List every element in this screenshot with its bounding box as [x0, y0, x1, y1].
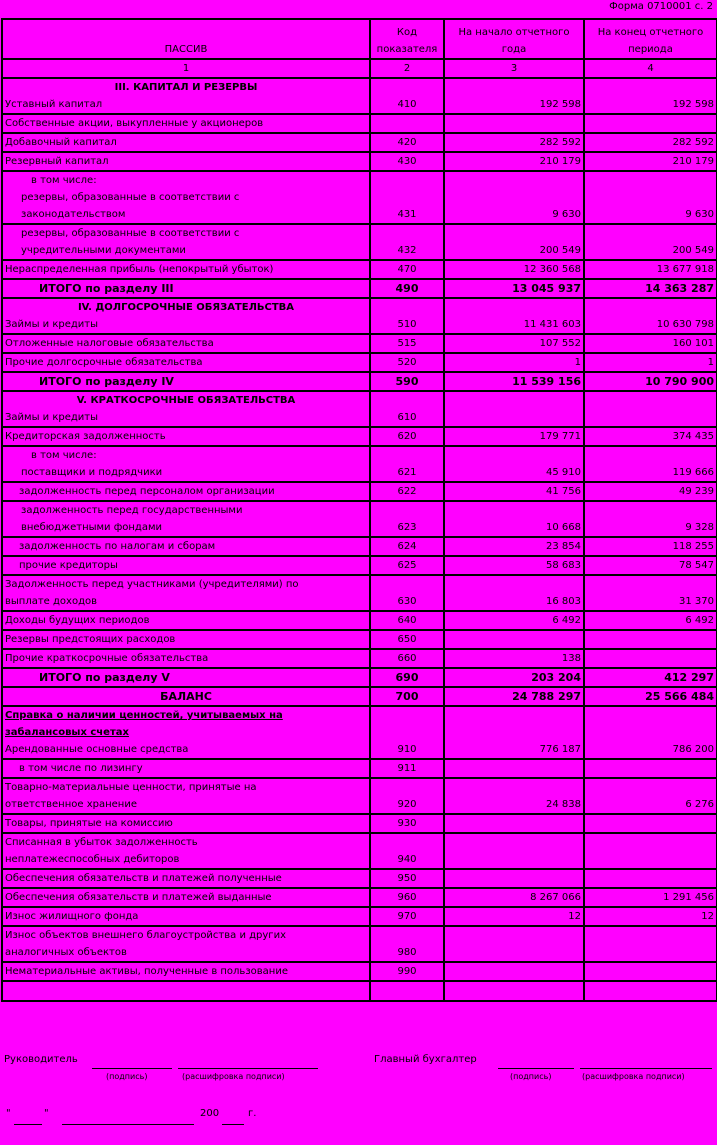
- row-name: [2, 926, 370, 962]
- value-end: [584, 759, 717, 778]
- table-row: [2, 706, 717, 759]
- table-row: [2, 833, 717, 869]
- section-title-text: III. КАПИТАЛ И РЕЗЕРВЫ: [114, 82, 258, 93]
- table-row: [2, 482, 717, 501]
- value-start: 9 630: [444, 171, 584, 224]
- section-title: [2, 391, 370, 427]
- row-code: 410: [370, 78, 444, 114]
- row-name: задолженность перед персоналом организации: [2, 482, 370, 501]
- value-end: 192 598: [584, 78, 717, 114]
- value-start: 200 549: [444, 224, 584, 260]
- row-code: 520: [370, 353, 444, 372]
- row-name-line: законодательством: [21, 209, 126, 220]
- head-label: Руководитель: [4, 1054, 78, 1065]
- row-name: [2, 446, 370, 482]
- date-close-quote: ": [44, 1108, 49, 1119]
- row-name-line: задолженность перед государственными: [21, 505, 243, 516]
- value-start: 11 539 156: [444, 372, 584, 391]
- row-code: 515: [370, 334, 444, 353]
- table-row: [2, 649, 717, 668]
- signature-caption: (подпись): [106, 1072, 148, 1081]
- row-code: 960: [370, 888, 444, 907]
- row-name: задолженность по налогам и сборам: [2, 537, 370, 556]
- row-name: ИТОГО по разделу V: [2, 668, 370, 687]
- year-suffix: г.: [248, 1108, 257, 1119]
- table-row: [2, 78, 717, 114]
- table-row: [2, 907, 717, 926]
- header-start-year: На начало отчетного года: [444, 19, 584, 59]
- row-code: 950: [370, 869, 444, 888]
- table-row: [2, 224, 717, 260]
- value-start: 58 683: [444, 556, 584, 575]
- row-name: [2, 575, 370, 611]
- table-row: [2, 260, 717, 279]
- signature-caption: (подпись): [510, 1072, 552, 1081]
- value-end: 786 200: [584, 706, 717, 759]
- head-signature-line[interactable]: [92, 1068, 172, 1069]
- value-end: [584, 869, 717, 888]
- value-end: 9 630: [584, 171, 717, 224]
- total-row: [2, 279, 717, 298]
- balance-liabilities-table: [1, 18, 717, 1002]
- value-end: 118 255: [584, 537, 717, 556]
- column-numbers-row: [2, 59, 717, 78]
- header-liabilities: ПАССИВ: [2, 19, 370, 59]
- value-start: 13 045 937: [444, 279, 584, 298]
- value-start: [444, 391, 584, 427]
- value-end: 13 677 918: [584, 260, 717, 279]
- value-end: 200 549: [584, 224, 717, 260]
- value-start: 210 179: [444, 152, 584, 171]
- row-name: Доходы будущих периодов: [2, 611, 370, 630]
- total-row: [2, 372, 717, 391]
- row-name-line: учредительными документами: [21, 245, 186, 256]
- table-row: [2, 353, 717, 372]
- table-row: [2, 814, 717, 833]
- row-name: Обеспечения обязательств и платежей полученные: [2, 869, 370, 888]
- table-row: [2, 446, 717, 482]
- value-start: [444, 869, 584, 888]
- row-code: 940: [370, 833, 444, 869]
- row-name-line: аналогичных объектов: [5, 947, 127, 958]
- row-code: 700: [370, 687, 444, 706]
- row-code: 625: [370, 556, 444, 575]
- decode-caption: (расшифровка подписи): [182, 1072, 285, 1081]
- row-code: 622: [370, 482, 444, 501]
- value-start: 11 431 603: [444, 298, 584, 334]
- row-code: 590: [370, 372, 444, 391]
- header-code: Код показателя: [370, 19, 444, 59]
- value-start: 41 756: [444, 482, 584, 501]
- row-name: Займы и кредиты: [5, 412, 99, 423]
- row-name: Резервы предстоящих расходов: [2, 630, 370, 649]
- row-code: 431: [370, 171, 444, 224]
- table-row: [2, 926, 717, 962]
- row-code: 490: [370, 279, 444, 298]
- value-end: 10 790 900: [584, 372, 717, 391]
- year-prefix: 200: [200, 1108, 220, 1119]
- value-start: [444, 833, 584, 869]
- row-name: Нематериальные активы, полученные в пользование: [2, 962, 370, 981]
- row-code: 610: [370, 391, 444, 427]
- value-start: [444, 759, 584, 778]
- row-code: 690: [370, 668, 444, 687]
- value-end: 78 547: [584, 556, 717, 575]
- form-code: Форма 0710001 с. 2: [609, 1, 713, 12]
- row-code: 510: [370, 298, 444, 334]
- value-start: 1: [444, 353, 584, 372]
- column-number: 3: [444, 59, 584, 78]
- row-code: 470: [370, 260, 444, 279]
- value-start: 138: [444, 649, 584, 668]
- row-name-including: в том числе:: [31, 175, 97, 186]
- row-name: Собственные акции, выкупленные у акционеров: [2, 114, 370, 133]
- row-name: [2, 833, 370, 869]
- table-row: [2, 427, 717, 446]
- row-name: прочие кредиторы: [2, 556, 370, 575]
- value-start: 24 788 297: [444, 687, 584, 706]
- row-name: Кредиторская задолженность: [2, 427, 370, 446]
- row-name: Прочие краткосрочные обязательства: [2, 649, 370, 668]
- value-start: 12: [444, 907, 584, 926]
- row-name: Обеспечения обязательств и платежей выданные: [2, 888, 370, 907]
- value-start: 282 592: [444, 133, 584, 152]
- value-end: 9 328: [584, 501, 717, 537]
- table-row: [2, 611, 717, 630]
- value-start: 24 838: [444, 778, 584, 814]
- value-start: 203 204: [444, 668, 584, 687]
- row-name: Прочие долгосрочные обязательства: [2, 353, 370, 372]
- value-end: 6 276: [584, 778, 717, 814]
- row-name-line: поставщики и подрядчики: [21, 467, 163, 478]
- row-name: Нераспределенная прибыль (непокрытый убыток): [2, 260, 370, 279]
- row-name-line: неплатежеспособных дебиторов: [5, 854, 180, 865]
- value-end: [584, 649, 717, 668]
- table-row: [2, 391, 717, 427]
- table-row: [2, 501, 717, 537]
- date-day-line[interactable]: [14, 1124, 42, 1125]
- value-start: 16 803: [444, 575, 584, 611]
- reference-title: забалансовых счетах: [5, 727, 129, 738]
- row-name: Займы и кредиты: [5, 319, 99, 330]
- row-name: Добавочный капитал: [2, 133, 370, 152]
- table-row: [2, 962, 717, 981]
- column-number: 2: [370, 59, 444, 78]
- value-start: 45 910: [444, 446, 584, 482]
- value-start: 10 668: [444, 501, 584, 537]
- row-code: 910: [370, 706, 444, 759]
- row-code: 620: [370, 427, 444, 446]
- value-end: 160 101: [584, 334, 717, 353]
- row-code: 930: [370, 814, 444, 833]
- date-year-line[interactable]: [222, 1124, 244, 1125]
- row-name-line: Арендованные основные средства: [5, 744, 189, 755]
- row-code: 621: [370, 446, 444, 482]
- value-end: [584, 833, 717, 869]
- row-code: 624: [370, 537, 444, 556]
- column-number: 1: [2, 59, 370, 78]
- row-code: 660: [370, 649, 444, 668]
- row-name: Резервный капитал: [2, 152, 370, 171]
- row-name: Товары, принятые на комиссию: [2, 814, 370, 833]
- row-code: 623: [370, 501, 444, 537]
- table-row: [2, 171, 717, 224]
- value-start: [444, 630, 584, 649]
- row-name: [2, 171, 370, 224]
- accountant-label: Главный бухгалтер: [374, 1054, 477, 1065]
- row-code: 650: [370, 630, 444, 649]
- table-row: [2, 869, 717, 888]
- value-end: [584, 391, 717, 427]
- row-name: [2, 224, 370, 260]
- reference-title: Справка о наличии ценностей, учитываемых на: [5, 710, 283, 721]
- row-name: [2, 706, 370, 759]
- row-name-including: в том числе:: [31, 450, 97, 461]
- accountant-decode-line[interactable]: [580, 1068, 712, 1069]
- row-code: 430: [370, 152, 444, 171]
- value-end: 210 179: [584, 152, 717, 171]
- value-end: [584, 926, 717, 962]
- value-end: 6 492: [584, 611, 717, 630]
- row-code: 420: [370, 133, 444, 152]
- accountant-signature-line[interactable]: [498, 1068, 574, 1069]
- table-row: [2, 556, 717, 575]
- section-title: [2, 298, 370, 334]
- value-start: 8 267 066: [444, 888, 584, 907]
- value-end: 31 370: [584, 575, 717, 611]
- row-name-line: Товарно-материальные ценности, принятые на: [5, 782, 257, 793]
- table-row: [2, 152, 717, 171]
- table-row: [2, 778, 717, 814]
- value-end: [584, 814, 717, 833]
- value-end: 119 666: [584, 446, 717, 482]
- value-start: 12 360 568: [444, 260, 584, 279]
- decode-caption: (расшифровка подписи): [582, 1072, 685, 1081]
- section-title-text: IV. ДОЛГОСРОЧНЫЕ ОБЯЗАТЕЛЬСТВА: [77, 302, 295, 313]
- value-end: 412 297: [584, 668, 717, 687]
- value-end: [584, 630, 717, 649]
- value-start: [444, 814, 584, 833]
- value-end: 10 630 798: [584, 298, 717, 334]
- value-start: 107 552: [444, 334, 584, 353]
- empty-row: [2, 981, 717, 1001]
- row-name: ИТОГО по разделу IV: [2, 372, 370, 391]
- value-end: 1 291 456: [584, 888, 717, 907]
- value-end: 14 363 287: [584, 279, 717, 298]
- value-start: [444, 926, 584, 962]
- value-start: 6 492: [444, 611, 584, 630]
- row-code: 911: [370, 759, 444, 778]
- row-name-line: внебюджетными фондами: [21, 522, 163, 533]
- row-name-line: выплате доходов: [5, 596, 97, 607]
- table-row: [2, 298, 717, 334]
- row-name: [2, 501, 370, 537]
- section-title-text: V. КРАТКОСРОЧНЫЕ ОБЯЗАТЕЛЬСТВА: [76, 395, 296, 406]
- value-end: 1: [584, 353, 717, 372]
- row-code: 630: [370, 575, 444, 611]
- section-title: [2, 78, 370, 114]
- row-name: в том числе по лизингу: [2, 759, 370, 778]
- row-code: 990: [370, 962, 444, 981]
- row-name: Износ жилищного фонда: [2, 907, 370, 926]
- value-start: 776 187: [444, 706, 584, 759]
- row-code: 980: [370, 926, 444, 962]
- value-end: 282 592: [584, 133, 717, 152]
- value-end: [584, 962, 717, 981]
- date-month-line[interactable]: [62, 1124, 194, 1125]
- table-header-row: [2, 19, 717, 59]
- row-name-line: ответственное хранение: [5, 799, 137, 810]
- row-code: 920: [370, 778, 444, 814]
- row-name-line: резервы, образованные в соответствии с: [21, 228, 240, 239]
- row-name-line: Списанная в убыток задолженность: [5, 837, 198, 848]
- row-name: [2, 778, 370, 814]
- row-name: БАЛАНС: [2, 687, 370, 706]
- table-row: [2, 888, 717, 907]
- row-name: Уставный капитал: [5, 99, 103, 110]
- total-row: [2, 668, 717, 687]
- value-end: 49 239: [584, 482, 717, 501]
- row-name-line: резервы, образованные в соответствии с: [21, 192, 240, 203]
- table-row: [2, 133, 717, 152]
- row-name-line: Износ объектов внешнего благоустройства и других: [5, 930, 286, 941]
- date-open-quote: ": [6, 1108, 11, 1119]
- row-code: 970: [370, 907, 444, 926]
- value-end: 12: [584, 907, 717, 926]
- row-name: Отложенные налоговые обязательства: [2, 334, 370, 353]
- balance-total-row: [2, 687, 717, 706]
- row-name: ИТОГО по разделу III: [2, 279, 370, 298]
- header-end-period: На конец отчетного периода: [584, 19, 717, 59]
- value-end: 374 435: [584, 427, 717, 446]
- table-row: [2, 334, 717, 353]
- value-start: 192 598: [444, 78, 584, 114]
- row-code: 640: [370, 611, 444, 630]
- value-start: 179 771: [444, 427, 584, 446]
- table-row: [2, 114, 717, 133]
- value-end: 25 566 484: [584, 687, 717, 706]
- value-start: [444, 962, 584, 981]
- column-number: 4: [584, 59, 717, 78]
- table-row: [2, 575, 717, 611]
- head-decode-line[interactable]: [178, 1068, 318, 1069]
- row-name-line: Задолженность перед участниками (учредителями) по: [5, 579, 299, 590]
- row-code: 432: [370, 224, 444, 260]
- table-row: [2, 537, 717, 556]
- table-row: [2, 630, 717, 649]
- table-row: [2, 759, 717, 778]
- value-start: 23 854: [444, 537, 584, 556]
